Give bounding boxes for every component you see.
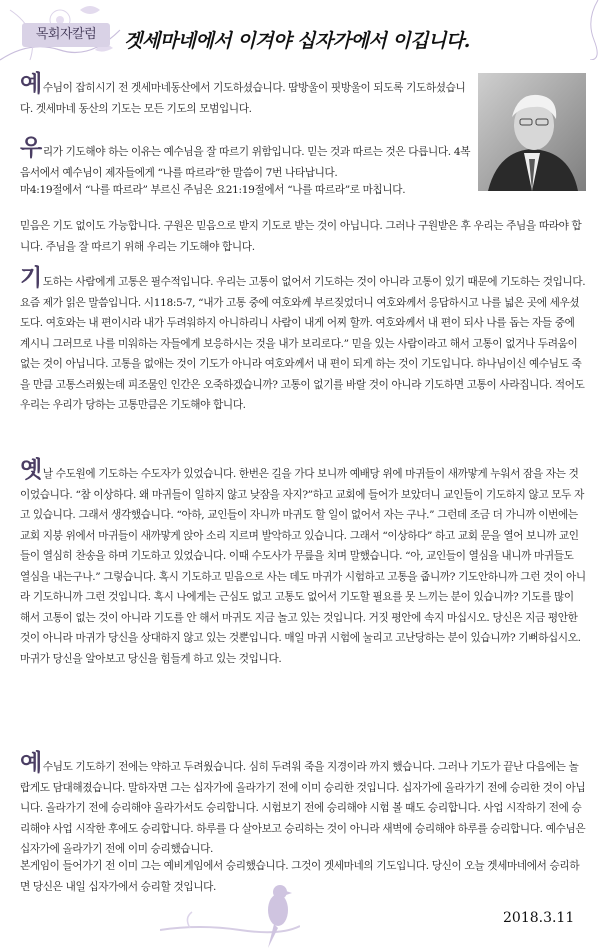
- paragraph-why-pray-cont: 마4:19절에서 “나를 따르라” 부르신 주님은 요21:19절에서 “나를 따르라”로 마칩니다.: [20, 184, 406, 196]
- drop-cap: 옛: [20, 456, 42, 483]
- drop-cap: 예: [20, 70, 42, 97]
- bird-on-branch-icon: [160, 860, 300, 951]
- paragraph-text: 수님도 기도하기 전에는 약하고 두려웠습니다. 심히 두려워 죽을 지경이라 까지 했습니다. 그러나 기도가 끝난 다음에는 놀랍게도 담대해졌습니다. 말하자면 그는 십자가에 올라가기 전에 이미 승리한 것입니다. 십자가에 올라가기 전에 승리한 것이 아닙니다. 올라가기 전에 승리해야 올라가서도 승리합니다. 시험보기 전에 승리해야 시험 볼 때도 승리합니다. 사업 시작하기 전에 승리해야 사업 시작한 후에도 승리합니다. 하루를 다 살아보고 승리하는 것이 아니라 새벽에 승리해야 하루를 승리합니다. 예수님은 십자가에 올라가기 전에 이미 승리했습니다.: [20, 761, 586, 855]
- drop-cap: 우: [20, 134, 42, 161]
- column-category-tag: 목회자칼럼: [22, 23, 110, 47]
- paragraph-victory: [20, 749, 586, 860]
- paragraph-conclusion: 본게임이 들어가기 전 이미 그는 예비게임에서 승리했습니다. 그것이 겟세마네의 기도입니다. 당신이 오늘 겟세마네에서 승리하면 당신은 내일 십자가에서 승리할 것입니다.: [20, 860, 580, 893]
- paragraph-monk-story: [20, 456, 586, 669]
- paragraph-text: 수님이 잡히시기 전 겟세마네동산에서 기도하셨습니다. 땀방울이 핏방울이 되도록 기도하셨습니다. 겟세마네 동산의 기도는 모든 기도의 모범입니다.: [20, 82, 466, 115]
- drop-cap: 예: [20, 749, 42, 776]
- paragraph-faith-prayer: 믿음은 기도 없이도 가능합니다. 구원은 믿음으로 받지 기도로 받는 것이 아닙니다. 그러나 구원받은 후 우리는 주님을 따라야 합니다. 주님을 잘 따르기 위해 우리는 기도해야 합니다.: [20, 220, 582, 253]
- paragraph-intro: [20, 70, 470, 119]
- paragraph-text: 도하는 사람에게 고통은 필수적입니다. 우리는 고통이 없어서 기도하는 것이 아니라 고통이 있기 때문에 기도하는 것입니다. 요즘 제가 읽은 말씀입니다. 시118:5-7, “내가 고통 중에 여호와께 부르짖었더니 여호와께서 응답하시고 나를 넓은 곳에 세우셨도다. 여호와는 내 편이시라 내가 두려워하지 아니하리니 사람이 내게 어찌 할까. 여호와께서 내 편이 되사 나를 돕는 자들 중에 계시니 그러므로 나를 미워하는 자들에게 보응하시는 것을 내가 보리로다.” 믿을 있는 사람이라고 해서 고통이 없거나 두려움이 없는 것이 아닙니다. 고통을 없애는 것이 기도가 아니라 여호와께서 내 편이 되게 하는 것이 기도입니다. 하나님이신 예수님도 죽을 만큼 고통스러웠는데 피조물인 인간은 오죽하겠습니까? 고통이 없기를 바랄 것이 아니라 기도하면 고통이 사라집니다. 적어도 우리는 우리가 당하는 고통만큼은 기도해야 합니다.: [20, 276, 586, 411]
- publish-date: 2018.3.11: [503, 910, 575, 926]
- paragraph-suffering: [20, 264, 586, 416]
- paragraph-text: 날 수도원에 기도하는 수도자가 있었습니다. 한번은 길을 가다 보니까 예배당 위에 마귀들이 새까맣게 누워서 잠을 자는 것이었습니다. “참 이상하다. 왜 마귀들이 일하지 않고 낮잠을 자지?”하고 교회에 들어가 보았더니 교인들이 기도하지 않고 모두 자고 있습니다. 그래서 생각했습니다. “아하, 교인들이 자니까 마귀도 할 일이 없어서 자는 구나.” 그런데 조금 더 가니까 이번에는 교회 지붕 위에서 마귀들이 새까맣게 앉아 소리 지르며 발악하고 있습니다. 그래서 “이상하다” 하고 교회 문을 열어 보니까 교인들이 열심히 찬송을 하며 기도하고 있었습니다. 이때 수도사가 무릎을 치며 말했습니다. “아, 교인들이 열심을 내니까 마귀들도 열심을 내는구나.” 그렇습니다. 혹시 기도하고 믿음으로 사는 데도 마귀가 시험하고 고통을 줍니까? 기도안하니까 그런 것이 아니라 기도하니까 그런 것입니다. 혹시 나에게는 근심도 없고 고통도 없어서 기도할 필요를 못 느끼는 분이 있습니까? 기도를 많이 해서 고통이 없는 것이 아니라 기도를 안 해서 마귀도 지금 놀고 있는 것입니다. 거짓 평안에 속지 마십시오. 당신은 지금 평안한 것이 아니라 마귀가 당신을 상대하지 않고 있는 것뿐입니다. 매일 마귀 시험에 눌리고 고난당하는 분이 있습니까? 기뻐하십시오. 마귀가 당신을 알아보고 당신을 힘들게 하고 있는 것입니다.: [20, 468, 586, 665]
- drop-cap: 기: [20, 264, 42, 291]
- paragraph-text: 리가 기도해야 하는 이유는 예수님을 잘 따르기 위함입니다. 믿는 것과 따르는 것은 다릅니다. 4복음서에서 예수님이 제자들에게 “나를 따르라”한 말씀이 7번 나타납니다.: [20, 146, 471, 179]
- column-title: 겟세마네에서 이겨야 십자가에서 이깁니다.: [124, 30, 470, 52]
- pastor-portrait-icon: [478, 73, 586, 191]
- paragraph-why-pray: [20, 134, 475, 183]
- floral-corner-icon: [580, 0, 600, 60]
- column-header: [0, 0, 600, 70]
